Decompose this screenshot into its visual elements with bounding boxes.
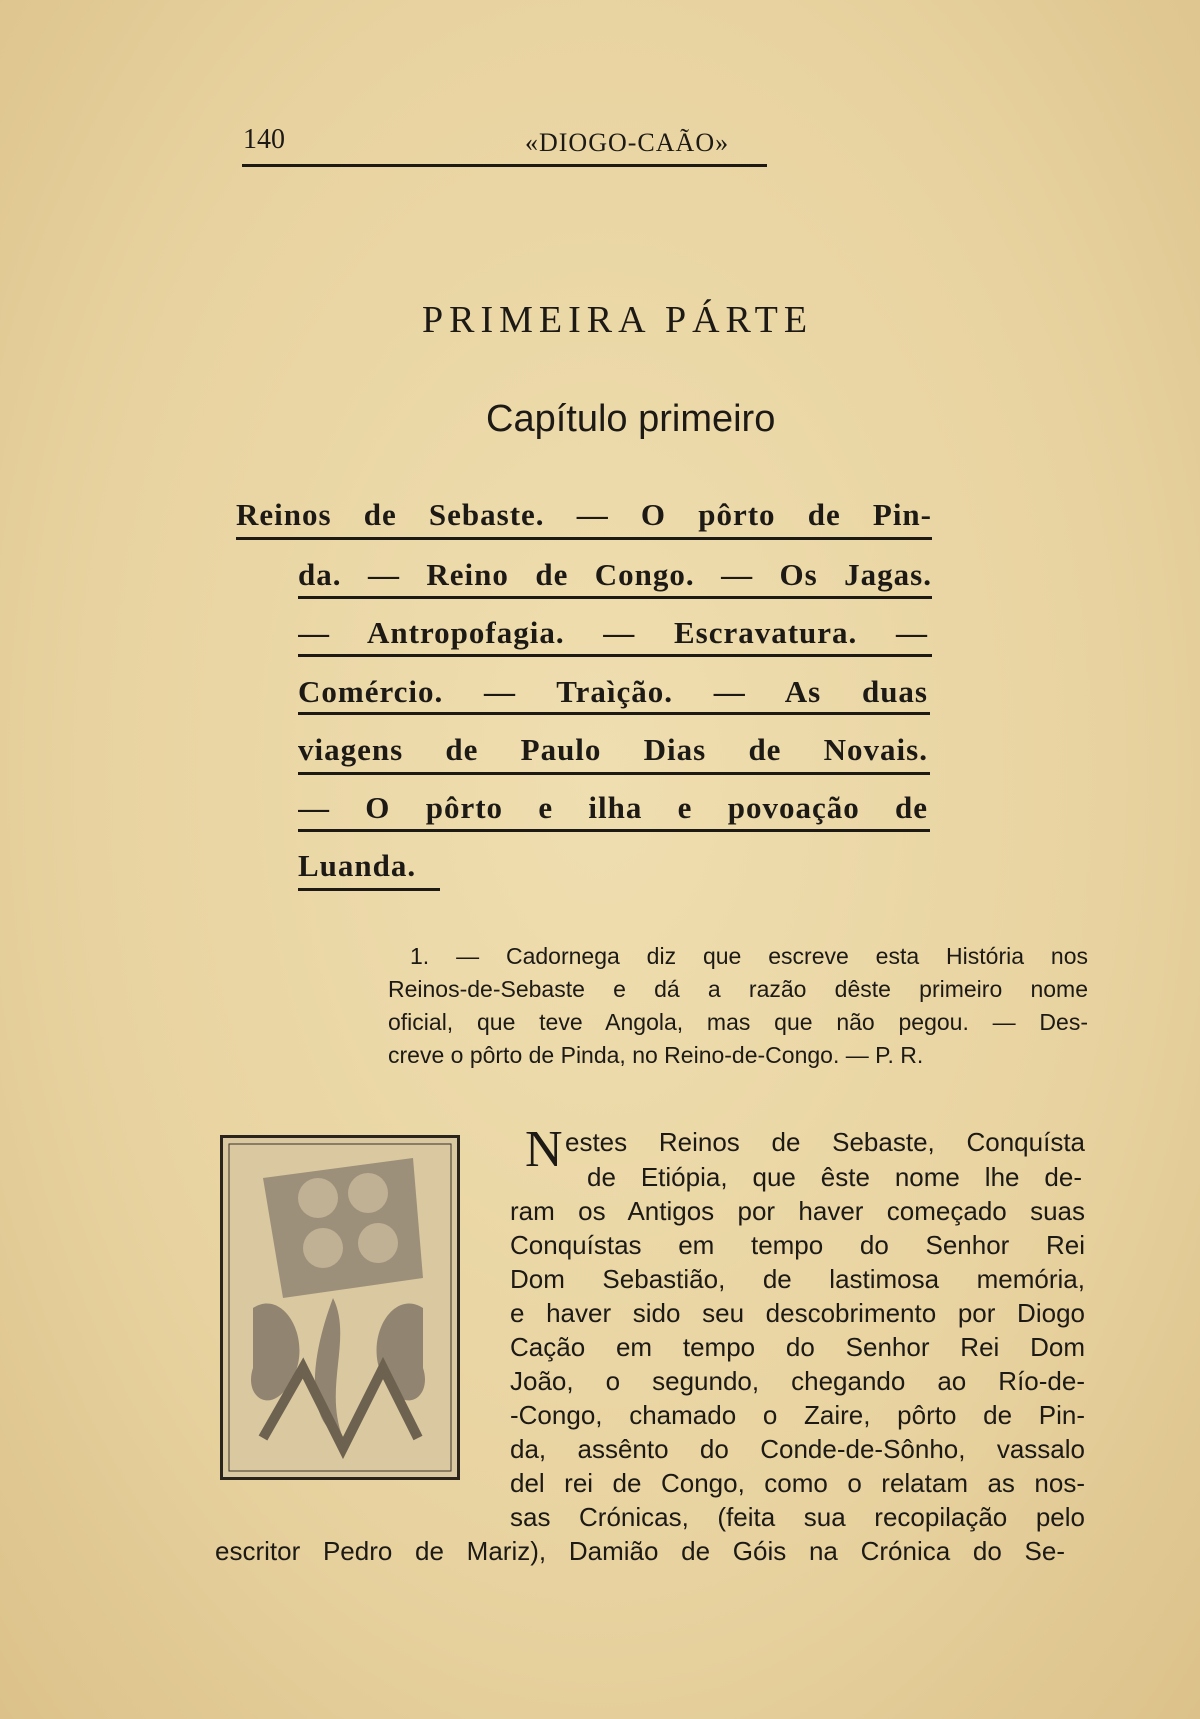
running-title: «DIOGO-CAÃO» [525, 128, 730, 157]
summary-underline [298, 712, 930, 715]
footnote-line: oficial, que teve Angola, mas que não pegou. — Des- [388, 1009, 1088, 1035]
body-line: Conquístas em tempo do Senhor Rei [510, 1230, 1085, 1260]
illustration-vignette [220, 1135, 460, 1480]
summary-line: Reinos de Sebaste. — O pôrto de Pin- [236, 497, 932, 532]
footnote-line: 1. — Cadornega diz que escreve esta História nos [410, 943, 1088, 969]
body-line: João, o segundo, chegando ao Río-de- [510, 1366, 1085, 1396]
chapter-title: Capítulo primeiro [486, 398, 776, 440]
body-line: e haver sido seu descobrimento por Diogo [510, 1298, 1085, 1328]
footnote-line: creve o pôrto de Pinda, no Reino-de-Congo. — P. R. [388, 1042, 924, 1068]
summary-underline [298, 654, 932, 657]
summary-line: da. — Reino de Congo. — Os Jagas. [298, 557, 932, 592]
summary-underline [298, 888, 440, 891]
summary-underline [298, 772, 930, 775]
body-line: del rei de Congo, como o relatam as nos- [510, 1468, 1085, 1498]
summary-underline [236, 537, 932, 540]
body-line: ram os Antigos por haver começado suas [510, 1196, 1085, 1226]
body-line: sas Crónicas, (feita sua recopilação pelo [510, 1502, 1085, 1532]
body-line: -Congo, chamado o Zaire, pôrto de Pin- [510, 1400, 1085, 1430]
footnote-line: Reinos-de-Sebaste e dá a razão dêste primeiro nome [388, 976, 1088, 1002]
page-number: 140 [243, 124, 285, 155]
summary-line: — O pôrto e ilha e povoação de [298, 790, 928, 825]
part-title: PRIMEIRA PÁRTE [422, 299, 814, 341]
summary-line: Luanda. [298, 848, 417, 883]
body-line: da, assênto do Conde-de-Sônho, vassalo [510, 1434, 1085, 1464]
body-line: Dom Sebastião, de lastimosa memória, [510, 1264, 1085, 1294]
body-line: estes Reinos de Sebaste, Conquísta [565, 1127, 1085, 1157]
summary-line: — Antropofagia. — Escravatura. — [298, 615, 928, 650]
summary-line: Comércio. — Traìção. — As duas [298, 674, 928, 709]
drop-cap: N [525, 1121, 563, 1178]
body-line: de Etiópia, que êste nome lhe de- [587, 1162, 1082, 1192]
summary-line: viagens de Paulo Dias de Novais. [298, 732, 928, 767]
body-line: escritor Pedro de Mariz), Damião de Góis na Crónica do Se- [215, 1536, 1065, 1566]
ornamental-initial-illustration [223, 1138, 457, 1477]
summary-underline [298, 829, 930, 832]
header-rule [242, 164, 767, 167]
body-line: Cação em tempo do Senhor Rei Dom [510, 1332, 1085, 1362]
summary-underline [298, 596, 932, 599]
